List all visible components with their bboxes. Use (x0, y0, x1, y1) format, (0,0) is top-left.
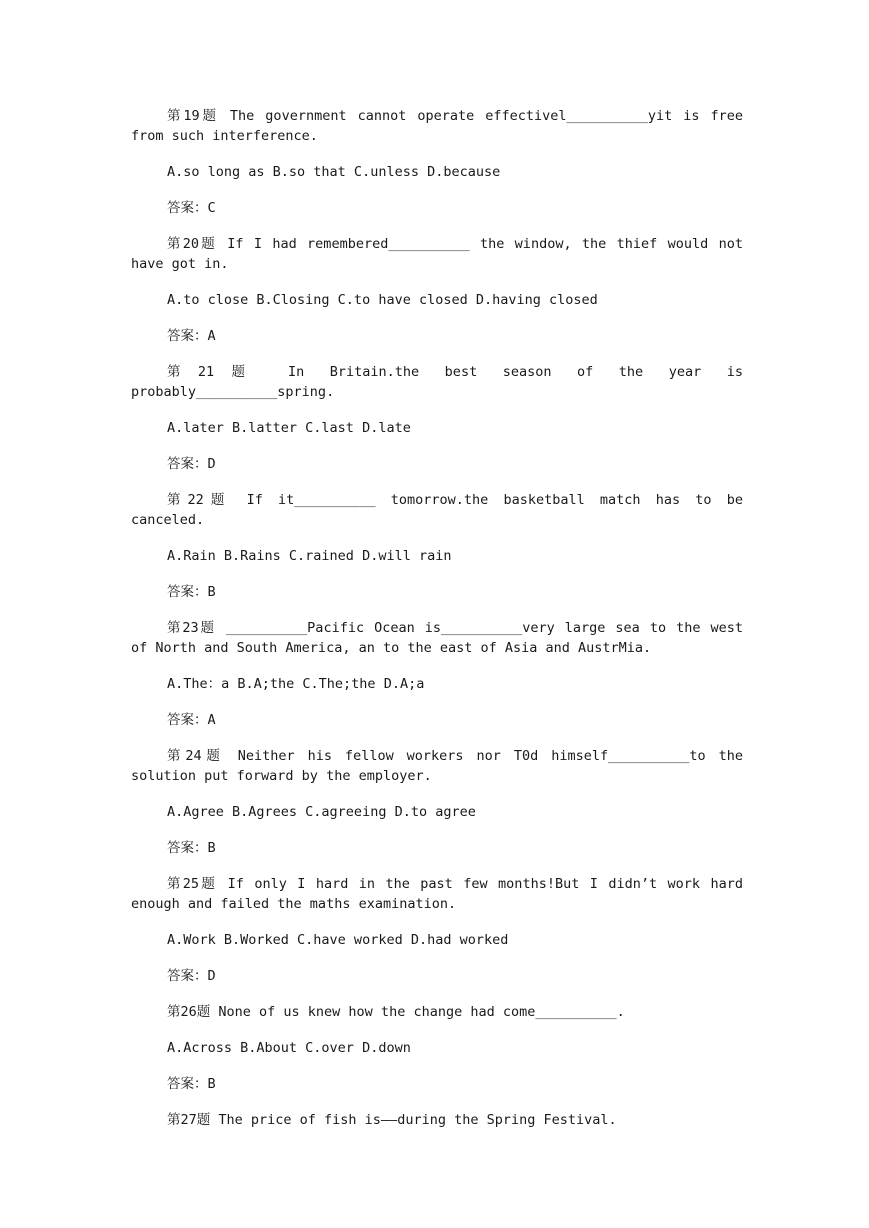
question-text: 第25题 If only I hard in the past few months!But I didn’t work hard enough and failed the maths examination. (131, 876, 743, 912)
question-answer: 答案：A (167, 712, 216, 728)
question-text: 第24题 Neither his fellow workers nor T0d himself__________to the solution put forward by the employer. (131, 748, 743, 784)
question-block (131, 874, 743, 986)
question-text: 第23题 __________Pacific Ocean is__________very large sea to the west of North and South America, an to the east of Asia and AustrMia. (131, 620, 743, 656)
question-answer: 答案：B (167, 584, 216, 600)
question-answer: 答案：B (167, 840, 216, 856)
question-answer: 答案：D (167, 456, 216, 472)
question-text: 第22题 If it__________ tomorrow.the basketball match has to be canceled. (131, 492, 743, 528)
question-options: A.Across B.About C.over D.down (167, 1040, 411, 1056)
question-options: A.later B.latter C.last D.late (167, 420, 411, 436)
question-block (131, 1110, 743, 1130)
question-text: 第19题 The government cannot operate effectivel__________yit is free from such interference. (131, 108, 743, 144)
question-answer: 答案：D (167, 968, 216, 984)
question-options: A.to close B.Closing C.to have closed D.having closed (167, 292, 598, 308)
question-answer: 答案：A (167, 328, 216, 344)
question-block (131, 362, 743, 474)
question-options: A.so long as B.so that C.unless D.because (167, 164, 501, 180)
question-block (131, 234, 743, 346)
question-options: A.Agree B.Agrees C.agreeing D.to agree (167, 804, 476, 820)
question-block (131, 618, 743, 730)
question-answer: 答案：C (167, 200, 216, 216)
question-text: 第27题 The price of fish is——during the Spring Festival. (167, 1112, 617, 1128)
question-text: 第26题 None of us knew how the change had come__________. (167, 1004, 625, 1020)
document-body (131, 106, 743, 1146)
question-options: A.The：a B.A;the C.The;the D.A;a (167, 676, 425, 692)
question-block (131, 490, 743, 602)
question-text: 第21题 In Britain.the best season of the year is probably__________spring. (131, 364, 743, 400)
question-block (131, 106, 743, 218)
question-answer: 答案：B (167, 1076, 216, 1092)
question-text: 第20题 If I had remembered__________ the window, the thief would not have got in. (131, 236, 743, 272)
question-options: A.Work B.Worked C.have worked D.had worked (167, 932, 509, 948)
question-block (131, 746, 743, 858)
question-block (131, 1002, 743, 1094)
question-options: A.Rain B.Rains C.rained D.will rain (167, 548, 452, 564)
